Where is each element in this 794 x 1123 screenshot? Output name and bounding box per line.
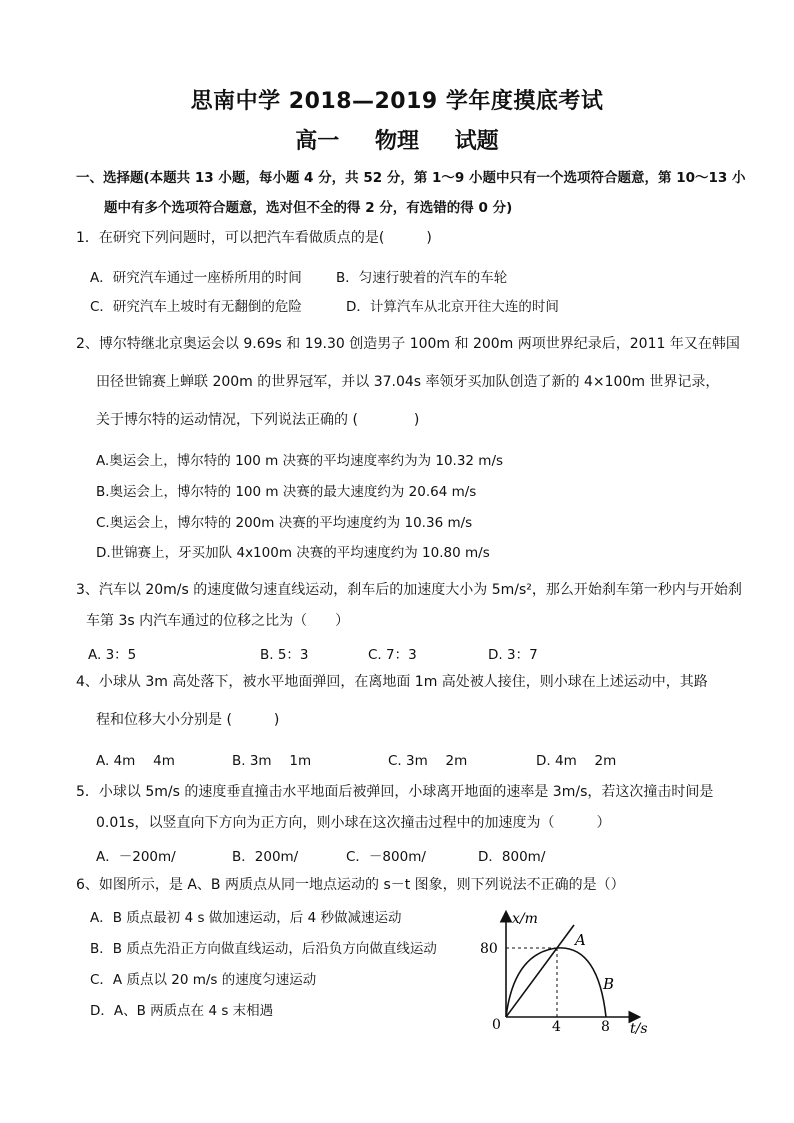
y-tick-80: 80 — [480, 941, 498, 957]
q3-option-c: C. 7：3 — [368, 647, 417, 663]
q6-stem: 6、如图所示，是 A、B 两质点从同一地点运动的 s－t 图象，则下列说法不正确的是（） — [76, 877, 625, 893]
q1-option-c: C．研究汽车上坡时有无翻倒的危险 — [90, 299, 302, 315]
curve-b — [506, 948, 606, 1017]
subtitle-subject: 物理 — [374, 129, 419, 154]
exam-subtitle — [0, 124, 794, 155]
subtitle-type: 试题 — [454, 129, 499, 154]
q5-line1: 5．小球以 5m/s 的速度垂直撞击水平地面后被弹回，小球离开地面的速率是 3m/s，若这次撞击时间是 — [76, 784, 714, 800]
q6-option-b: B．B 质点先沿正方向做直线运动，后沿负方向做直线运动 — [90, 941, 437, 957]
x-tick-8: 8 — [601, 1019, 610, 1035]
q1-option-a: A．研究汽车通过一座桥所用的时间 — [90, 270, 302, 286]
q6-option-a: A．B 质点最初 4 s 做加速运动，后 4 秒做减速运动 — [90, 910, 402, 926]
q2-option-c: C.奥运会上，博尔特的 200m 决赛的平均速度约为 10.36 m/s — [96, 515, 473, 531]
q4-line1: 4、小球从 3m 高处落下，被水平地面弹回，在离地面 1m 高处被人接住，则小球在上述运动中，其路 — [76, 674, 708, 690]
q3-option-b: B. 5：3 — [260, 647, 309, 663]
line-a-label: A — [575, 931, 586, 949]
section-heading-line1: 一、选择题(本题共 13 小题，每小题 4 分，共 52 分，第 1～9 小题中只有一个选项符合题意，第 10～13 小 — [76, 170, 746, 186]
q2-option-a: A.奥运会上，博尔特的 100 m 决赛的平均速度率约为为 10.32 m/s — [96, 453, 504, 469]
origin-label: 0 — [492, 1017, 501, 1033]
q4-option-a: A. 4m 4m — [96, 753, 175, 769]
q2-option-d: D.世锦赛上，牙买加队 4x100m 决赛的平均速度约为 10.80 m/s — [96, 545, 490, 561]
x-tick-4: 4 — [552, 1019, 561, 1035]
q3-line2: 车第 3s 内汽车通过的位移之比为（ ） — [86, 613, 350, 629]
q5-option-b: B．200m/ — [232, 849, 299, 865]
q2-option-b: B.奥运会上，博尔特的 100 m 决赛的最大速度约为 20.64 m/s — [96, 484, 477, 500]
q6-option-c: C．A 质点以 20 m/s 的速度匀速运动 — [90, 972, 317, 988]
q2-line3: 关于博尔特的运动情况，下列说法正确的 ( ) — [96, 412, 420, 428]
q1-option-b: B．匀速行驶着的汽车的车轮 — [336, 270, 508, 286]
line-a — [506, 925, 574, 1017]
st-graph — [470, 905, 670, 1035]
q4-line2: 程和位移大小分别是 ( ) — [96, 712, 280, 728]
q3-line1: 3、汽车以 20m/s 的速度做匀速直线运动，刹车后的加速度大小为 5m/s²，那么开始刹车第一秒内与开始刹 — [76, 582, 742, 598]
q4-option-d: D. 4m 2m — [536, 753, 617, 769]
q4-option-c: C. 3m 2m — [388, 753, 468, 769]
section-heading-line2: 题中有多个选项符合题意，选对但不全的得 2 分，有选错的得 0 分) — [104, 200, 513, 216]
q5-option-a: A．－200m/ — [96, 849, 176, 865]
q3-option-a: A. 3：5 — [88, 647, 137, 663]
q2-line1: 2、博尔特继北京奥运会以 9.69s 和 19.30 创造男子 100m 和 200m 两项世界纪录后，2011 年又在韩国 — [76, 336, 740, 352]
curve-b-label: B — [603, 975, 615, 993]
q5-option-c: C．－800m/ — [346, 849, 426, 865]
exam-title: 思南中学 2018—2019 学年度摸底考试 — [190, 89, 604, 114]
q1-stem: 1．在研究下列问题时，可以把汽车看做质点的是( ) — [76, 230, 432, 246]
q5-option-d: D．800m/ — [478, 849, 546, 865]
q2-line2: 田径世锦赛上蝉联 200m 的世界冠军，并以 37.04s 率领牙买加队创造了新的 4×100m 世界记录， — [96, 374, 720, 390]
q6-option-d: D．A、B 两质点在 4 s 末相遇 — [90, 1003, 274, 1019]
q3-option-d: D. 3：7 — [488, 647, 538, 663]
x-axis-label: t/s — [630, 1021, 648, 1035]
q1-option-d: D．计算汽车从北京开往大连的时间 — [346, 299, 559, 315]
q5-line2: 0.01s，以竖直向下方向为正方向，则小球在这次撞击过程中的加速度为（ ） — [96, 815, 611, 831]
q4-option-b: B. 3m 1m — [232, 753, 312, 769]
subtitle-grade: 高一 — [295, 129, 340, 154]
y-axis-label: x/m — [512, 911, 538, 927]
